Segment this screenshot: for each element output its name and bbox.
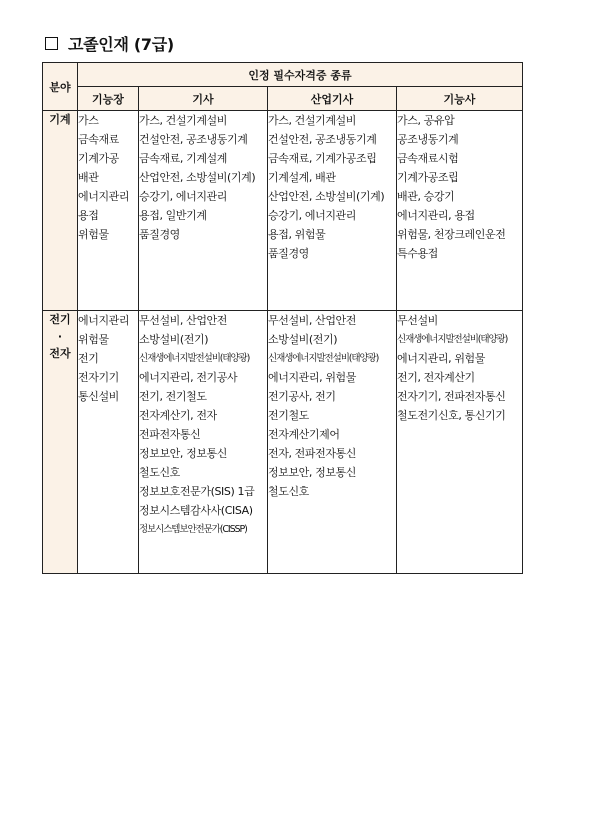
field-label: · [57, 330, 63, 343]
list-item: 통신설비 [78, 390, 119, 403]
list-item: 정보보호전문가(SIS) 1급 [139, 485, 255, 498]
list-item: 용접 [78, 209, 99, 222]
list-item: 철도전기신호, 통신기기 [397, 409, 506, 422]
list-item: 에너지관리, 전기공사 [139, 371, 238, 384]
list-item: 가스 [78, 114, 99, 127]
list-item: 가스, 공유압 [397, 114, 455, 127]
list-item: 전기, 전자계산기 [397, 371, 475, 384]
column-header-craftsman: 기능사 [397, 87, 523, 111]
cell-electrical-craftsman [397, 311, 523, 574]
list-item: 전자계산기제어 [268, 428, 340, 441]
list-item: 용접, 위험물 [268, 228, 326, 241]
certification-table [42, 62, 523, 574]
list-item: 금속재료 [78, 133, 119, 146]
list-item: 신재생에너지발전설비(태양광) [268, 353, 379, 364]
cell-electrical-industrial-engineer [268, 311, 397, 574]
list-item: 신재생에너지발전설비(태양광) [397, 334, 508, 345]
list-item: 정보시스템감사사(CISA) [139, 504, 253, 517]
list-item: 정보시스템보안전문가(CISSP) [139, 524, 247, 535]
list-item: 승강기, 에너지관리 [139, 190, 228, 203]
field-cell-electrical-electronic [43, 311, 78, 574]
list-item: 전기공사, 전기 [268, 390, 336, 403]
list-item: 금속재료시험 [397, 152, 459, 165]
cell-mechanical-master [78, 111, 139, 311]
list-item: 소방설비(전기) [268, 333, 338, 346]
cell-mechanical-engineer [139, 111, 268, 311]
field-label: 기계 [49, 113, 71, 126]
list-item: 품질경영 [139, 228, 180, 241]
list-item: 전자, 전파전자통신 [268, 447, 357, 460]
table-header-row [43, 63, 523, 87]
list-item: 기계가공 [78, 152, 119, 165]
certification-group-header: 인정 필수자격증 종류 [78, 63, 523, 87]
list-item: 산업안전, 소방설비(기계) [268, 190, 385, 203]
list-item: 금속재료, 기계설계 [139, 152, 228, 165]
list-item: 에너지관리, 용접 [397, 209, 475, 222]
list-item: 전기 [78, 352, 99, 365]
list-item: 가스, 건설기계설비 [139, 114, 228, 127]
list-item: 전기철도 [268, 409, 309, 422]
field-label: 전기 [49, 313, 71, 326]
list-item: 배관, 승강기 [397, 190, 455, 203]
page-title [45, 33, 174, 53]
list-item: 용접, 일반기계 [139, 209, 207, 222]
list-item: 품질경영 [268, 247, 309, 260]
list-item: 전파전자통신 [139, 428, 201, 441]
list-item: 공조냉동기계 [397, 133, 459, 146]
list-item: 산업안전, 소방설비(기계) [139, 171, 256, 184]
cell-mechanical-industrial-engineer [268, 111, 397, 311]
list-item: 무선설비, 산업안전 [139, 314, 228, 327]
cell-electrical-master [78, 311, 139, 574]
list-item: 전자계산기, 전자 [139, 409, 217, 422]
list-item: 기계설계, 배관 [268, 171, 336, 184]
list-item: 소방설비(전기) [139, 333, 209, 346]
list-item: 무선설비 [397, 314, 438, 327]
list-item: 전자기기 [78, 371, 119, 384]
page-title-text: 고졸인재 (7급) [68, 34, 174, 54]
list-item: 금속재료, 기계가공조립 [268, 152, 377, 165]
list-item: 배관 [78, 171, 99, 184]
column-header-engineer: 기사 [139, 87, 268, 111]
list-item: 신재생에너지발전설비(태양광) [139, 353, 250, 364]
list-item: 에너지관리, 위험물 [268, 371, 357, 384]
list-item: 철도신호 [268, 485, 309, 498]
cell-electrical-engineer [139, 311, 268, 574]
list-item: 전자기기, 전파전자통신 [397, 390, 506, 403]
list-item: 무선설비, 산업안전 [268, 314, 357, 327]
column-header-craftsman-master: 기능장 [78, 87, 139, 111]
list-item: 가스, 건설기계설비 [268, 114, 357, 127]
list-item: 승강기, 에너지관리 [268, 209, 357, 222]
list-item: 건설안전, 공조냉동기계 [268, 133, 377, 146]
checkbox-square-icon [45, 37, 58, 50]
list-item: 정보보안, 정보통신 [268, 466, 357, 479]
list-item: 전기, 전기철도 [139, 390, 207, 403]
list-item: 에너지관리, 위험물 [397, 352, 486, 365]
table-row [43, 111, 523, 311]
list-item: 위험물 [78, 333, 109, 346]
list-item: 철도신호 [139, 466, 180, 479]
list-item: 위험물 [78, 228, 109, 241]
list-item: 기계가공조립 [397, 171, 459, 184]
list-item: 정보보안, 정보통신 [139, 447, 228, 460]
table-row [43, 311, 523, 574]
list-item: 에너지관리 [78, 314, 130, 327]
list-item: 위험물, 천장크레인운전 [397, 228, 506, 241]
cell-mechanical-craftsman [397, 111, 523, 311]
table-subheader-row [43, 87, 523, 111]
list-item: 건설안전, 공조냉동기계 [139, 133, 248, 146]
field-column-header: 분야 [43, 63, 78, 111]
list-item: 특수용접 [397, 247, 438, 260]
list-item: 에너지관리 [78, 190, 130, 203]
column-header-industrial-engineer: 산업기사 [268, 87, 397, 111]
field-label: 전자 [49, 347, 71, 360]
field-cell-mechanical [43, 111, 78, 311]
